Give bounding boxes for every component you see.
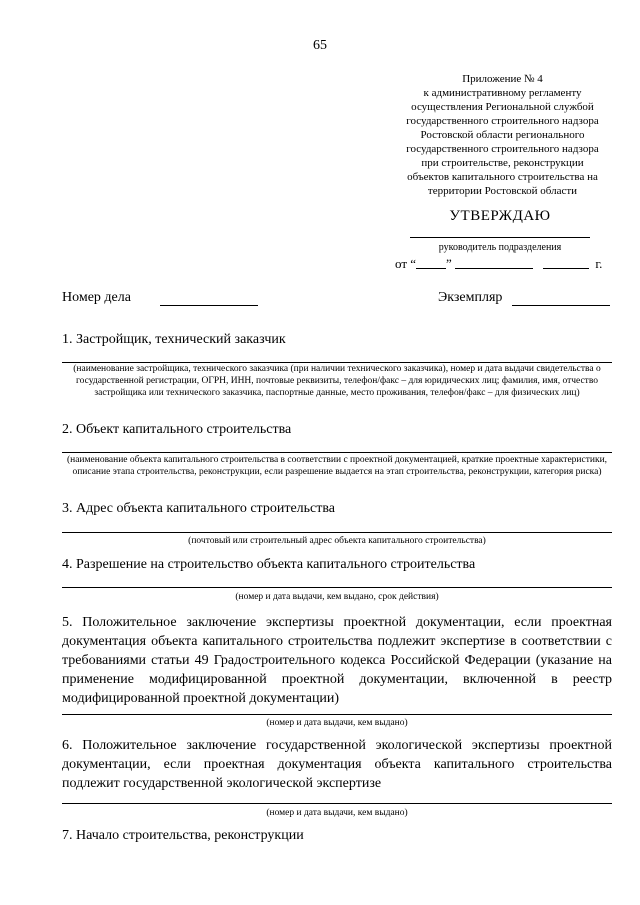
month-blank — [455, 256, 533, 269]
appendix-line: Приложение № 4 — [462, 73, 543, 85]
year-blank — [543, 256, 589, 269]
approver-caption: руководитель подразделения — [438, 242, 562, 253]
section-5-title: 5. Положительное заключение экспертизы проектной документации, если проектная документация объекта капитального строительства подлежит экспертизе в соответствии с требованиями статьи 49 Градостроительного кодекса Российской Федерации (указание на применение модифицированной проектной документации, включенной в реестр модифицированной проектной документации) — [62, 615, 612, 706]
section-2-title: 2. Объект капитального строительства — [62, 422, 292, 437]
section-6-line — [62, 803, 612, 804]
section-1-title: 1. Застройщик, технический заказчик — [62, 332, 286, 347]
section-5-caption: (номер и дата выдачи, кем выдано) — [266, 718, 408, 728]
section-3-caption: (почтовый или строительный адрес объекта капитального строительства) — [188, 536, 486, 546]
appendix-line: к административному регламенту — [423, 87, 582, 99]
approve-title: УТВЕРЖДАЮ — [449, 208, 551, 224]
section-4-line — [62, 587, 612, 588]
appendix-line: территории Ростовской области — [427, 185, 578, 197]
appendix-line: при строительстве, реконструкции — [421, 157, 584, 169]
signature-line — [410, 237, 590, 238]
section-6-caption: (номер и дата выдачи, кем выдано) — [266, 808, 408, 818]
date-quote-close: ” — [446, 256, 452, 271]
year-suffix: г. — [595, 256, 603, 271]
appendix-line: объектов капитального строительства на — [407, 171, 598, 183]
section-3-line — [62, 532, 612, 533]
section-4-caption: (номер и дата выдачи, кем выдано, срок действия) — [235, 592, 439, 602]
section-4-title: 4. Разрешение на строительство объекта капитального строительства — [62, 557, 476, 572]
date-prefix: от “ — [395, 256, 417, 271]
copy-line — [512, 305, 610, 306]
section-1-caption: (наименование застройщика, технического заказчика (при наличии технического заказчика), номер и дата выдачи свидетельства о государственной регистрации, ОГРН, ИНН, почтовые реквизиты, телефон/факс – для юридических лиц; фамилия, имя, отчество застройщика или технического заказчика, паспортные данные, место проживания, телефон/факс – для физических лиц) — [73, 364, 601, 398]
case-number-line — [160, 305, 258, 306]
approve-date-line — [395, 256, 602, 272]
appendix-line: осуществления Региональной службой — [411, 101, 594, 113]
copy-label: Экземпляр — [438, 290, 503, 305]
day-blank — [416, 256, 446, 269]
section-7-title: 7. Начало строительства, реконструкции — [62, 828, 304, 843]
section-3-title: 3. Адрес объекта капитального строительства — [62, 501, 336, 516]
case-number-label: Номер дела — [62, 290, 131, 305]
appendix-block — [390, 72, 615, 198]
appendix-line: государственного строительного надзора — [406, 143, 599, 155]
appendix-line: Ростовской области регионального — [420, 129, 585, 141]
appendix-line: государственного строительного надзора — [406, 115, 599, 127]
section-6-title: 6. Положительное заключение государственной экологической экспертизы проектной документации, если проектная документация объекта капитального строительства подлежит государственной экологической экспертизе — [62, 738, 612, 791]
section-5-line — [62, 714, 612, 715]
page-number: 65 — [313, 38, 327, 53]
section-2-line — [62, 452, 612, 453]
section-2-caption: (наименование объекта капитального строительства в соответствии с проектной документацией, краткие проектные характеристики, описание этапа строительства, реконструкции, если разрешение выдается на этап строительства, реконструкции, категория риска) — [66, 455, 608, 477]
